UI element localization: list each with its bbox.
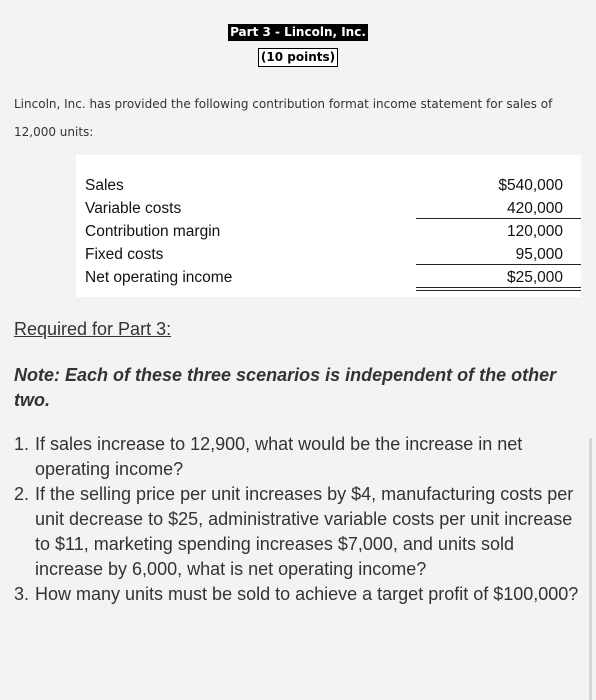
points-label bbox=[0, 48, 596, 67]
scenario-note: Note: Each of these three scenarios is independent of the other two. bbox=[14, 365, 557, 410]
question-list bbox=[14, 432, 584, 607]
intro-paragraph: Lincoln, Inc. has provided the following contribution format income statement for sales of 12,000 units: bbox=[14, 97, 553, 139]
income-statement bbox=[76, 155, 581, 297]
statement-row-net-operating-income bbox=[76, 266, 581, 289]
row-label: Contribution margin bbox=[85, 223, 221, 240]
required-heading: Required for Part 3: bbox=[14, 319, 172, 339]
question-number: 1. bbox=[14, 434, 30, 454]
question-item bbox=[14, 582, 584, 607]
question-item bbox=[14, 432, 584, 482]
statement-row-sales bbox=[76, 174, 581, 197]
question-text: If sales increase to 12,900, what would be the increase in net operating income? bbox=[35, 434, 523, 479]
question-number: 2. bbox=[14, 484, 30, 504]
row-amount: 95,000 bbox=[515, 246, 563, 263]
total-double-rule-bottom bbox=[416, 290, 581, 291]
question-text: How many units must be sold to achieve a target profit of $100,000? bbox=[35, 584, 579, 604]
points-text: (10 points) bbox=[258, 48, 338, 67]
statement-row-variable-costs bbox=[76, 197, 581, 220]
row-amount: $25,000 bbox=[506, 269, 563, 286]
row-label: Fixed costs bbox=[85, 246, 164, 263]
row-amount: 120,000 bbox=[506, 223, 563, 240]
row-label: Variable costs bbox=[85, 200, 182, 217]
question-item bbox=[14, 482, 584, 582]
scrollbar[interactable] bbox=[589, 438, 592, 700]
statement-row-fixed-costs bbox=[76, 243, 581, 266]
row-amount: $540,000 bbox=[498, 177, 563, 194]
question-text: If the selling price per unit increases by $4, manufacturing costs per unit decrease to $25, administrative variable costs per unit increase to $11, marketing spending increases $7,000, and units sold increase by 6,000, what is net operating income? bbox=[35, 484, 574, 579]
total-double-rule-top bbox=[416, 287, 581, 288]
subtotal-rule bbox=[416, 218, 581, 219]
question-number: 3. bbox=[14, 584, 30, 604]
row-label: Sales bbox=[85, 177, 124, 194]
row-label: Net operating income bbox=[85, 269, 233, 286]
statement-row-contribution-margin bbox=[76, 220, 581, 243]
row-amount: 420,000 bbox=[506, 200, 563, 217]
part-title-text: Part 3 - Lincoln, Inc. bbox=[230, 25, 366, 39]
subtotal-rule bbox=[416, 264, 581, 265]
part-title bbox=[0, 23, 596, 41]
